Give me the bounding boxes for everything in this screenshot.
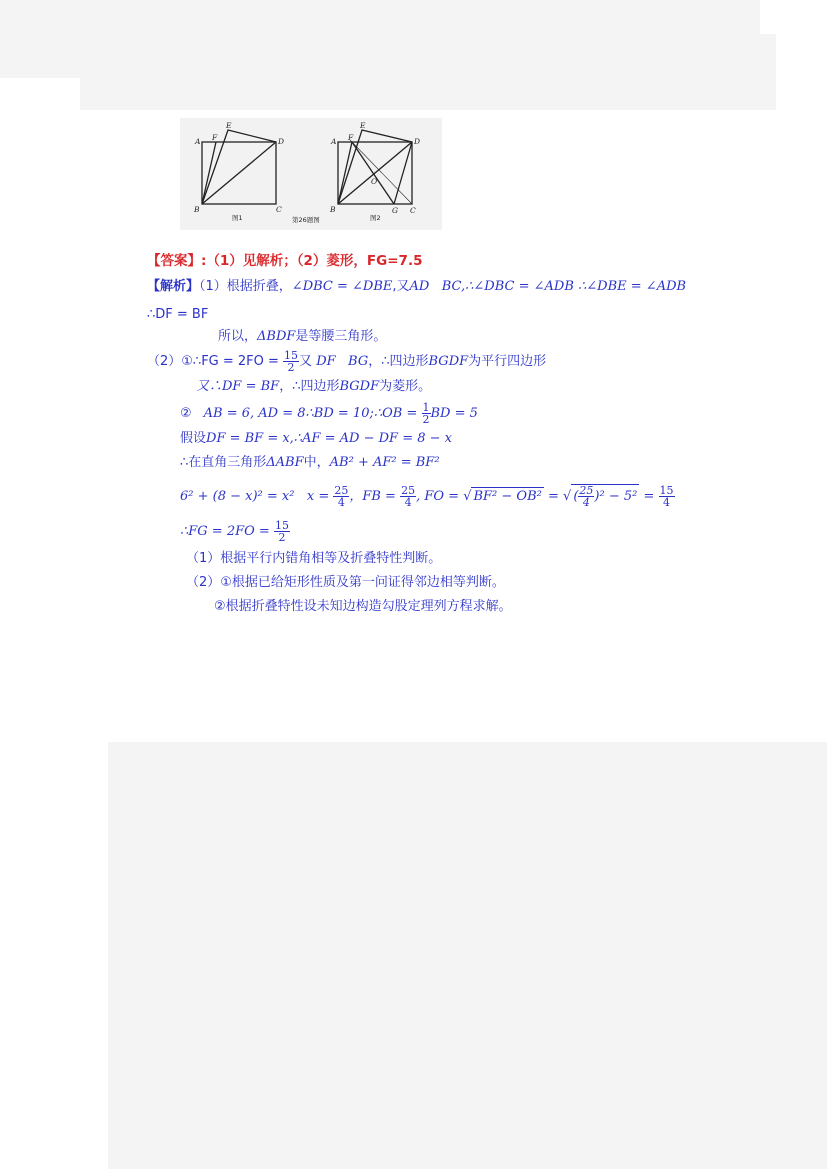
- fig1-caption: 图1: [232, 214, 243, 222]
- analysis-l9e: =: [639, 489, 659, 504]
- sqrt-group-2: ( $\frac{25}{4}$ )² − 5²: [573, 484, 638, 509]
- analysis-l3c: 是等腰三角形。: [295, 329, 387, 344]
- analysis-l3b: ΔBDF: [257, 329, 296, 344]
- analysis-l9a: 6² + (8 − x)² = x² x =: [180, 489, 334, 504]
- fig1-label-a: A: [195, 137, 201, 146]
- analysis-line-5: [196, 378, 431, 396]
- fig2-caption: 图2: [370, 214, 381, 222]
- scan-shade-top-3: [80, 78, 776, 110]
- analysis-l4f: 为平行四边形: [468, 354, 547, 369]
- analysis-l9d: =: [543, 489, 564, 504]
- analysis-l10a: ∴FG = 2FO =: [180, 524, 274, 539]
- fraction-15-4: $\frac{15}{4}$: [659, 484, 674, 509]
- analysis-l3a: 所以，: [218, 329, 258, 344]
- analysis-label: 【解析】: [147, 279, 200, 294]
- answer-label: 【答案】: [147, 253, 201, 269]
- fig2-label-d: D: [414, 137, 421, 146]
- fig2-label-a: A: [331, 137, 337, 146]
- analysis-line-3: [218, 328, 386, 346]
- fig1-label-e: E: [226, 121, 232, 130]
- analysis-l4c: DF BG: [316, 354, 369, 369]
- fig2-label-g: G: [392, 206, 398, 215]
- fig1-label-f: F: [212, 133, 218, 142]
- fraction-1-2: $\frac{1}{2}$: [422, 401, 430, 426]
- geometry-figure: [180, 118, 442, 230]
- figure-caption: 第26题图: [292, 216, 320, 224]
- analysis-l13: ②根据折叠特性设未知边构造勾股定理列方程求解。: [214, 599, 512, 614]
- analysis-line-6: [180, 402, 478, 425]
- analysis-l7a: 假设: [180, 431, 207, 446]
- analysis-line-11: [186, 550, 441, 568]
- analysis-l11: （1）根据平行内错角相等及折叠特性判断。: [186, 551, 442, 566]
- fig2-label-e: E: [360, 121, 366, 130]
- analysis-l1c: ,又: [392, 279, 410, 294]
- fig2-label-o: O: [371, 177, 378, 186]
- fig1-label-c: C: [276, 205, 282, 214]
- analysis-l6b: AB = 6, AD = 8∴BD = 10;∴OB =: [203, 406, 422, 421]
- analysis-l1a: （1）根据折叠，: [199, 279, 292, 294]
- analysis-l1e: ,∴∠DBC = ∠ADB ∴∠DBE = ∠ADB: [461, 279, 687, 294]
- analysis-l9-sqrt1: BF² − OB²: [473, 489, 542, 504]
- analysis-l8c: 中，: [303, 455, 330, 470]
- fig2-label-f: F: [348, 133, 354, 142]
- analysis-l8b: ΔABF: [266, 455, 304, 470]
- fraction-15-2-b: $\frac{15}{2}$: [274, 519, 289, 544]
- fig2-line-fg: [352, 142, 394, 204]
- answer-text: :（1）见解析；（2）菱形，FG=7.5: [201, 253, 423, 269]
- scan-shade-top: [0, 0, 760, 34]
- fraction-25-4-a: $\frac{25}{4}$: [334, 484, 349, 509]
- analysis-l9c: , FO =: [416, 489, 464, 504]
- analysis-l5a: 又∴DF = BF: [196, 379, 280, 394]
- analysis-l1b: ∠DBC = ∠DBE: [291, 279, 393, 294]
- analysis-line-7: [180, 430, 452, 448]
- analysis-line-1: [147, 278, 686, 296]
- analysis-l4d: ，∴四边形: [368, 354, 429, 369]
- fraction-25-4-b: $\frac{25}{4}$: [401, 484, 416, 509]
- fig2-label-b: B: [330, 205, 336, 214]
- scan-shade-bottom: [108, 742, 827, 1169]
- analysis-line-8: [180, 454, 440, 472]
- fraction-15-2-a: $\frac{15}{2}$: [284, 349, 299, 374]
- analysis-l4e: BGDF: [428, 354, 469, 369]
- fig2-diagonal-bd: [338, 142, 412, 204]
- analysis-line-4: [147, 350, 546, 373]
- scan-shade-top-2: [0, 34, 776, 78]
- analysis-l5d: 为菱形。: [379, 379, 432, 394]
- analysis-l4a: （2）①∴FG = 2FO =: [147, 354, 284, 369]
- analysis-l8d: AB² + AF² = BF²: [329, 455, 440, 470]
- analysis-l6c: BD = 5: [430, 406, 478, 421]
- fig1-label-b: B: [194, 205, 200, 214]
- answer-line: [147, 252, 422, 270]
- geometry-figure-svg: [180, 118, 442, 230]
- fig1-label-d: D: [278, 137, 285, 146]
- fraction-25-4-c: $\frac{25}{4}$: [579, 484, 594, 509]
- analysis-l8a: ∴在直角三角形: [180, 455, 267, 470]
- analysis-line-9: [180, 484, 675, 508]
- sqrt-sign-1: √: [463, 489, 472, 504]
- analysis-line-13: [214, 598, 512, 616]
- analysis-l2: ∴DF = BF: [147, 307, 209, 322]
- analysis-l9b: ，FB =: [349, 489, 401, 504]
- analysis-line-12: [186, 574, 505, 592]
- analysis-l12: （2）①根据已给矩形性质及第一问证得邻边相等判断。: [186, 575, 505, 590]
- analysis-line-10: [180, 520, 290, 543]
- analysis-l4b: 又: [299, 354, 313, 369]
- analysis-l5c: BGDF: [339, 379, 380, 394]
- sqrt-sign-2: √: [563, 489, 572, 504]
- analysis-line-2: [147, 306, 208, 324]
- analysis-l5b: ，∴四边形: [279, 379, 340, 394]
- analysis-l7b: DF = BF = x,∴AF = AD − DF = 8 − x: [206, 431, 452, 446]
- analysis-l1d: AD BC: [409, 279, 462, 294]
- analysis-l6a: ②: [180, 406, 192, 421]
- fig2-label-c: C: [410, 206, 416, 215]
